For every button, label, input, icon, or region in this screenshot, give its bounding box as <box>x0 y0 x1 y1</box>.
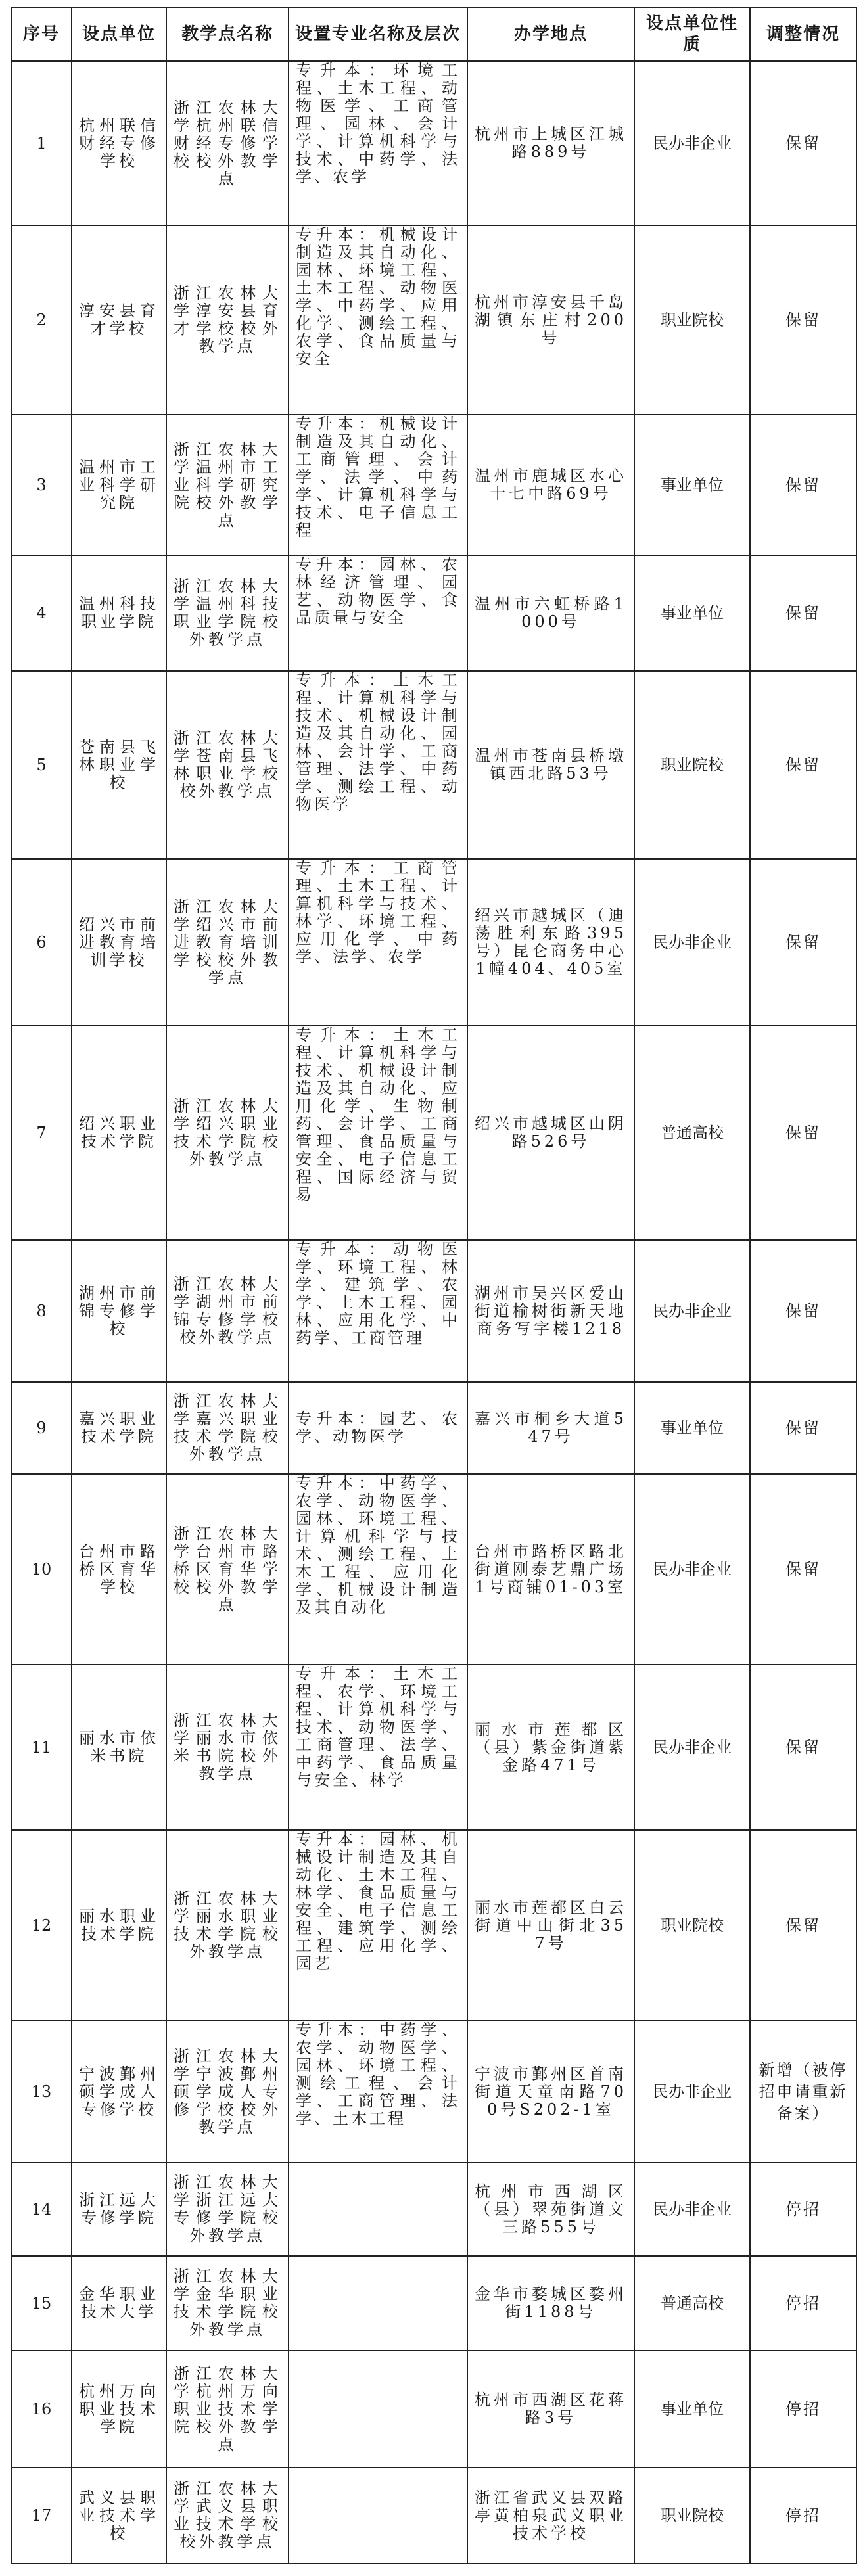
row-majors: 专升本：园艺、农学、动物医学 <box>289 1382 467 1474</box>
row-majors: 专升本：土木工程、计算机科学与技术、机械设计制造及其自动化、园林、会计学、工商管理、法学、中药学、测绘工程、动物医学 <box>289 671 467 859</box>
table-row <box>11 225 856 415</box>
row-unit: 武义县职业技术学校 <box>72 2468 166 2564</box>
row-majors: 专升本：园林、农林经济管理、园艺、动物医学、食品质量与安全 <box>289 555 467 671</box>
row-no: 13 <box>11 2021 72 2163</box>
row-point: 浙江农林大学绍兴市前进教育培训学校校外教学点 <box>166 859 289 1026</box>
row-adjust: 保留 <box>750 1026 856 1240</box>
row-type: 职业院校 <box>634 1830 750 2021</box>
table-row <box>11 1830 856 2021</box>
row-majors: 专升本：中药学、农学、动物医学、园林、环境工程、测绘工程、会计学、工商管理、法学、土木工程 <box>289 2021 467 2163</box>
row-address: 湖州市吴兴区爱山街道榆树街新天地商务写字楼1218 <box>467 1240 634 1382</box>
row-no: 14 <box>11 2163 72 2256</box>
row-adjust: 停招 <box>750 2163 856 2256</box>
row-adjust: 保留 <box>750 1382 856 1474</box>
row-address: 台州市路桥区路北街道刚泰艺鼎广场1号商铺01-03室 <box>467 1474 634 1665</box>
row-point: 浙江农林大学金华职业技术学院校外教学点 <box>166 2256 289 2351</box>
row-unit: 苍南县飞林职业学校 <box>72 671 166 859</box>
row-address: 宁波市鄞州区首南街道天童南路700号S202-1室 <box>467 2021 634 2163</box>
row-unit: 台州市路桥区育华学校 <box>72 1474 166 1665</box>
row-adjust: 停招 <box>750 2256 856 2351</box>
row-address: 温州市六虹桥路1000号 <box>467 555 634 671</box>
row-no: 4 <box>11 555 72 671</box>
row-address: 温州市鹿城区水心十七中路69号 <box>467 415 634 555</box>
row-adjust: 停招 <box>750 2468 856 2564</box>
row-no: 2 <box>11 225 72 415</box>
row-majors: 专升本：土木工程、计算机科学与技术、机械设计制造及其自动化、应用化学、生物制药、会计学、工商管理、食品质量与安全、电子信息工程、国际经济与贸易 <box>289 1026 467 1240</box>
row-point: 浙江农林大学嘉兴职业技术学院校外教学点 <box>166 1382 289 1474</box>
teaching-points-table <box>11 7 857 2564</box>
row-address: 温州市苍南县桥墩镇西北路53号 <box>467 671 634 859</box>
header-point: 教学点名称 <box>166 7 289 61</box>
row-adjust: 停招 <box>750 2351 856 2468</box>
table-row <box>11 1382 856 1474</box>
row-point: 浙江农林大学宁波鄞州硕学成人专修学校校外教学点 <box>166 2021 289 2163</box>
table-row <box>11 671 856 859</box>
row-no: 15 <box>11 2256 72 2351</box>
table-row <box>11 2163 856 2256</box>
table-row <box>11 2468 856 2564</box>
row-adjust: 保留 <box>750 1240 856 1382</box>
row-point: 浙江农林大学绍兴职业技术学院校外教学点 <box>166 1026 289 1240</box>
header-type: 设点单位性质 <box>634 7 750 61</box>
row-adjust: 保留 <box>750 61 856 225</box>
row-point: 浙江农林大学武义县职业技术学校校外教学点 <box>166 2468 289 2564</box>
table-row <box>11 859 856 1026</box>
row-type: 民办非企业 <box>634 2021 750 2163</box>
table-row <box>11 1026 856 1240</box>
row-majors <box>289 2163 467 2256</box>
table-row <box>11 2256 856 2351</box>
row-unit: 湖州市前锦专修学校 <box>72 1240 166 1382</box>
row-unit: 浙江远大专修学院 <box>72 2163 166 2256</box>
row-point: 浙江农林大学杭州联信财经专修学校校外教学点 <box>166 61 289 225</box>
table-row <box>11 1665 856 1830</box>
row-no: 7 <box>11 1026 72 1240</box>
row-type: 普通高校 <box>634 1026 750 1240</box>
row-no: 12 <box>11 1830 72 2021</box>
row-type: 民办非企业 <box>634 1474 750 1665</box>
table-row <box>11 2021 856 2163</box>
row-type: 普通高校 <box>634 2256 750 2351</box>
row-adjust: 保留 <box>750 1474 856 1665</box>
row-adjust: 保留 <box>750 1665 856 1830</box>
row-majors <box>289 2256 467 2351</box>
header-address: 办学地点 <box>467 7 634 61</box>
table-row <box>11 555 856 671</box>
row-unit: 丽水市依米书院 <box>72 1665 166 1830</box>
row-type: 职业院校 <box>634 225 750 415</box>
row-no: 16 <box>11 2351 72 2468</box>
table-row <box>11 61 856 225</box>
row-majors: 专升本：环境工程、土木工程、动物医学、工商管理、园林、会计学、计算机科学与技术、中药学、法学、农学 <box>289 61 467 225</box>
row-unit: 绍兴市前进教育培训学校 <box>72 859 166 1026</box>
row-unit: 金华职业技术大学 <box>72 2256 166 2351</box>
row-type: 民办非企业 <box>634 2163 750 2256</box>
table-row <box>11 2351 856 2468</box>
row-type: 民办非企业 <box>634 859 750 1026</box>
row-no: 1 <box>11 61 72 225</box>
row-majors: 专升本：园林、机械设计制造及其自动化、土木工程、林学、食品质量与安全、电子信息工程、建筑学、测绘工程、应用化学、园艺 <box>289 1830 467 2021</box>
row-type: 民办非企业 <box>634 61 750 225</box>
row-unit: 温州科技职业学院 <box>72 555 166 671</box>
row-adjust: 保留 <box>750 671 856 859</box>
row-unit: 温州市工业科学研究院 <box>72 415 166 555</box>
row-point: 浙江农林大学淳安县育才学校校外教学点 <box>166 225 289 415</box>
row-adjust: 保留 <box>750 555 856 671</box>
row-address: 绍兴市越城区（迪荡胜利东路395号）昆仑商务中心1幢404、405室 <box>467 859 634 1026</box>
row-majors: 专升本：机械设计制造及其自动化、工商管理、会计学、法学、中药学、计算机科学与技术、电子信息工程 <box>289 415 467 555</box>
header-row <box>11 7 856 61</box>
row-majors: 专升本：动物医学、环境工程、林学、建筑学、农学、土木工程、园林、应用化学、中药学、工商管理 <box>289 1240 467 1382</box>
row-type: 民办非企业 <box>634 1240 750 1382</box>
row-point: 浙江农林大学温州市工业科学研究院校外教学点 <box>166 415 289 555</box>
row-majors: 专升本：中药学、农学、动物医学、园林、环境工程、计算机科学与技术、测绘工程、土木工程、应用化学、机械设计制造及其自动化 <box>289 1474 467 1665</box>
row-address: 金华市婺城区婺州街1188号 <box>467 2256 634 2351</box>
header-adjust: 调整情况 <box>750 7 856 61</box>
row-adjust: 保留 <box>750 859 856 1026</box>
row-address: 丽水市莲都区白云街道中山街北357号 <box>467 1830 634 2021</box>
row-adjust: 保留 <box>750 225 856 415</box>
row-unit: 杭州联信财经专修学校 <box>72 61 166 225</box>
row-address: 浙江省武义县双路亭黄柏泉武义职业技术学校 <box>467 2468 634 2564</box>
row-point: 浙江农林大学丽水职业技术学院校外教学点 <box>166 1830 289 2021</box>
table-row <box>11 415 856 555</box>
row-adjust: 新增（被停招申请重新备案） <box>750 2021 856 2163</box>
row-majors: 专升本：机械设计制造及其自动化、园林、环境工程、土木工程、动物医学、中药学、应用化学、测绘工程、农学、食品质量与安全 <box>289 225 467 415</box>
row-unit: 淳安县育才学校 <box>72 225 166 415</box>
row-majors <box>289 2351 467 2468</box>
row-type: 事业单位 <box>634 1382 750 1474</box>
row-no: 10 <box>11 1474 72 1665</box>
row-unit: 杭州万向职业技术学院 <box>72 2351 166 2468</box>
header-unit: 设点单位 <box>72 7 166 61</box>
row-address: 丽水市莲都区（县）紫金街道紫金路471号 <box>467 1665 634 1830</box>
table-row <box>11 1474 856 1665</box>
row-adjust: 保留 <box>750 415 856 555</box>
row-point: 浙江农林大学杭州万向职业技术学院校外教学点 <box>166 2351 289 2468</box>
row-address: 嘉兴市桐乡大道547号 <box>467 1382 634 1474</box>
row-no: 3 <box>11 415 72 555</box>
row-address: 杭州市淳安县千岛湖镇东庄村200号 <box>467 225 634 415</box>
row-point: 浙江农林大学台州市路桥区育华学校校外教学点 <box>166 1474 289 1665</box>
row-no: 5 <box>11 671 72 859</box>
header-majors: 设置专业名称及层次 <box>289 7 467 61</box>
row-point: 浙江农林大学丽水市依米书院校外教学点 <box>166 1665 289 1830</box>
row-no: 8 <box>11 1240 72 1382</box>
row-point: 浙江农林大学苍南县飞林职业学校校外教学点 <box>166 671 289 859</box>
row-no: 9 <box>11 1382 72 1474</box>
row-adjust: 保留 <box>750 1830 856 2021</box>
row-unit: 绍兴职业技术学院 <box>72 1026 166 1240</box>
row-type: 民办非企业 <box>634 1665 750 1830</box>
row-type: 事业单位 <box>634 415 750 555</box>
row-no: 6 <box>11 859 72 1026</box>
row-unit: 宁波鄞州硕学成人专修学校 <box>72 2021 166 2163</box>
row-address: 杭州市西湖区（县）翠苑街道文三路555号 <box>467 2163 634 2256</box>
row-type: 职业院校 <box>634 671 750 859</box>
row-type: 事业单位 <box>634 2351 750 2468</box>
row-majors: 专升本：工商管理、土木工程、计算机科学与技术、林学、环境工程、应用化学、中药学、法学、农学 <box>289 859 467 1026</box>
header-no: 序号 <box>11 7 72 61</box>
row-point: 浙江农林大学湖州市前锦专修学校校外教学点 <box>166 1240 289 1382</box>
table-row <box>11 1240 856 1382</box>
row-address: 杭州市上城区江城路889号 <box>467 61 634 225</box>
row-majors: 专升本：土木工程、农学、环境工程、计算机科学与技术、动物医学、工商管理、法学、中药学、食品质量与安全、林学 <box>289 1665 467 1830</box>
row-point: 浙江农林大学浙江远大专修学院校外教学点 <box>166 2163 289 2256</box>
row-point: 浙江农林大学温州科技职业学院校外教学点 <box>166 555 289 671</box>
row-address: 绍兴市越城区山阴路526号 <box>467 1026 634 1240</box>
row-no: 17 <box>11 2468 72 2564</box>
row-address: 杭州市西湖区花蒋路3号 <box>467 2351 634 2468</box>
row-no: 11 <box>11 1665 72 1830</box>
row-majors <box>289 2468 467 2564</box>
row-type: 事业单位 <box>634 555 750 671</box>
row-unit: 嘉兴职业技术学院 <box>72 1382 166 1474</box>
row-unit: 丽水职业技术学院 <box>72 1830 166 2021</box>
row-type: 职业院校 <box>634 2468 750 2564</box>
